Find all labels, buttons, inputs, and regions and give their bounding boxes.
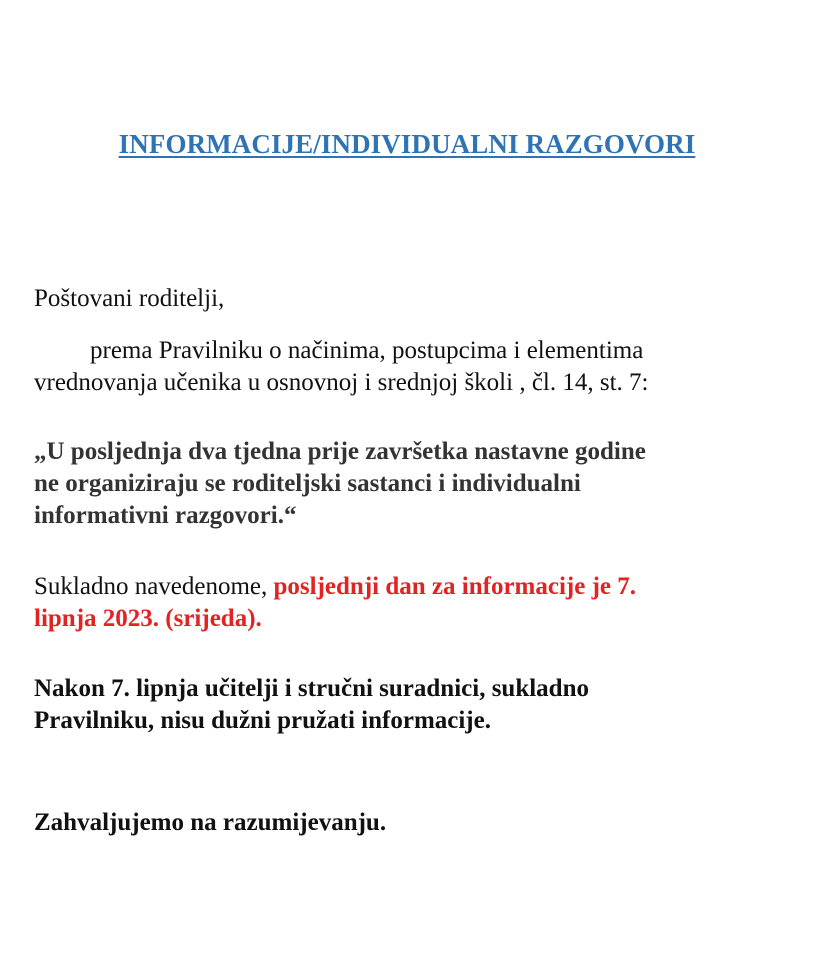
- intro-line-1: prema Pravilniku o načinima, postupcima i elementima: [90, 337, 644, 364]
- intro-paragraph: [34, 335, 794, 399]
- deadline-highlight-1: posljednji dan za informacije je 7.: [273, 573, 636, 600]
- after-line-2: Pravilniku, nisu dužni pružati informacije.: [34, 707, 491, 734]
- after-deadline-paragraph: [34, 673, 794, 737]
- deadline-paragraph: [34, 571, 794, 635]
- quote-line-2: ne organiziraju se roditeljski sastanci i individualni: [34, 470, 581, 497]
- document-title: INFORMACIJE/INDIVIDUALNI RAZGOVORI: [118, 129, 696, 159]
- intro-line-2: vrednovanja učenika u osnovnoj i srednjoj školi , čl. 14, st. 7:: [34, 369, 649, 396]
- greeting: Poštovani roditelji,: [34, 285, 225, 312]
- deadline-prefix: Sukladno navedenome,: [34, 573, 274, 600]
- after-line-1: Nakon 7. lipnja učitelji i stručni suradnici, sukladno: [34, 675, 589, 702]
- deadline-highlight-2: lipnja 2023. (srijeda).: [34, 605, 262, 632]
- thanks-line: Zahvaljujemo na razumijevanju.: [34, 809, 387, 836]
- quote-line-3: informativni razgovori.“: [34, 502, 297, 529]
- quote-line-1: „U posljednja dva tjedna prije završetka nastavne godine: [34, 438, 646, 465]
- regulation-quote: [34, 436, 794, 532]
